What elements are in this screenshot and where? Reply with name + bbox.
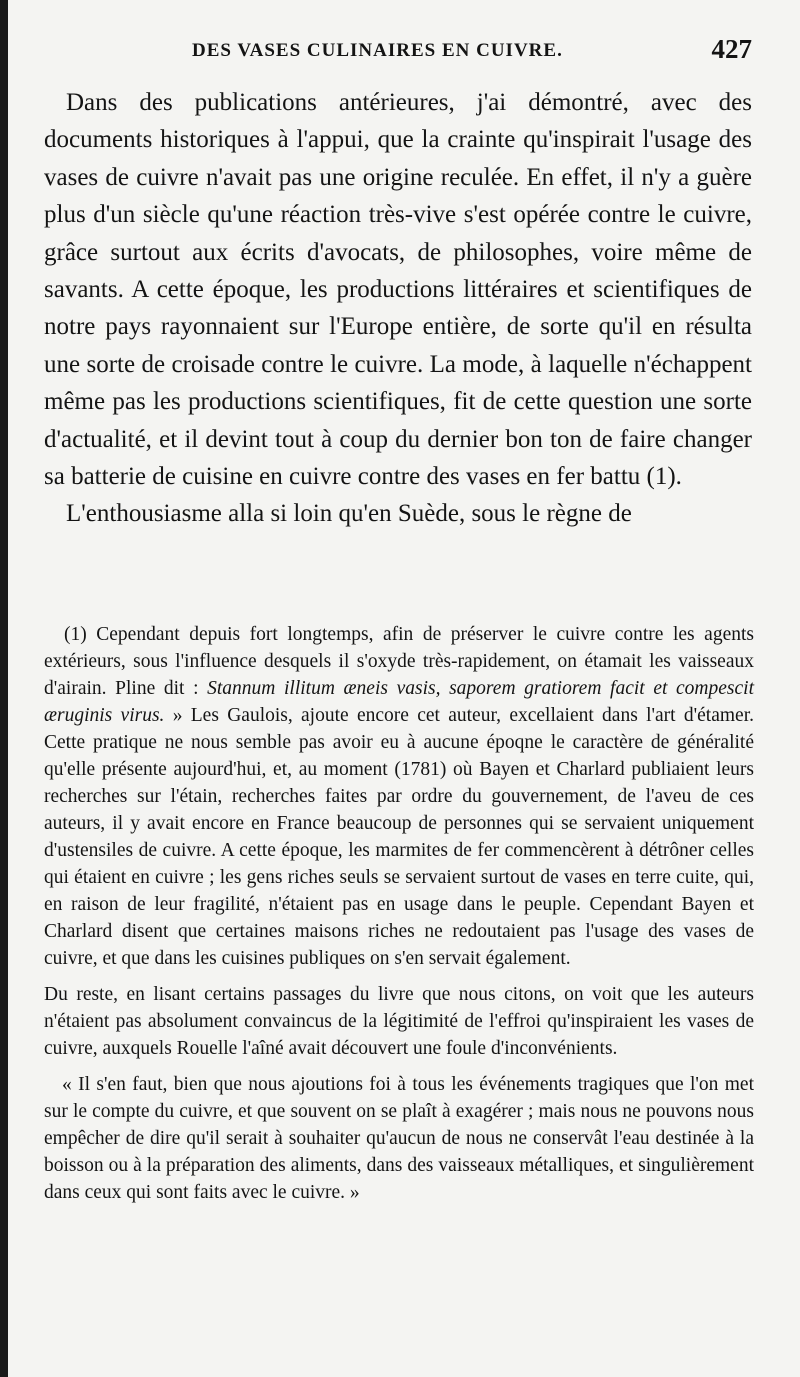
page-number: 427 [711, 34, 752, 64]
footnote-lead: (1) Cependant depuis fort longtemps, afin de préserver le cuivre contre les agents extérieurs, sous l'influence desquels il s'oxyde très-rapidement, on étamait les vaisseaux d'airain. Pline dit : [44, 624, 754, 699]
footnote-latin-quote: Stannum illitum æneis vasis, saporem gratiorem facit et compescit æruginis virus. [44, 678, 754, 726]
body-paragraph-1: Dans des publications antérieures, j'ai démontré, avec des documents historiques à l'appui, que la crainte qu'inspirait l'usage des vases de cuivre n'avait pas une origine reculée. En effet, il n'y a guère plus d'un siècle qu'une réaction très-vive s'est opérée contre le cuivre, grâce surtout aux écrits d'avocats, de philosophes, voire même de savants. A cette époque, les productions littéraires et scientifiques de notre pays rayonnaient sur l'Europe entière, de sorte qu'il en résulta une sorte de croisade contre le cuivre. La mode, à laquelle n'échappent même pas les productions scientifiques, fit de cette question une sorte d'actualité, et il devint tout à coup du dernier bon ton de faire changer sa batterie de cuisine en cuivre contre des vases en fer battu (1). [44, 89, 752, 491]
footnote-rest: » Les Gaulois, ajoute encore cet auteur, excellaient dans l'art d'étamer. Cette pratique ne nous semble pas avoir eu à aucune époqne le caractère de généralité qu'elle présente aujourd'hui, et, au moment (1781) où Bayen et Charlard publiaient leurs recherches sur l'étain, recherches faites par ordre du gouvernement, de l'aveu de ces auteurs, il y avait encore en France beaucoup de personnes qui se servaient uniquement d'ustensiles de cuivre. A cette époque, les marmites de fer commencèrent à détrôner celles qui étaient en cuivre ; les gens riches seuls se servaient surtout de vases en terre cuite, qui, en raison de leur fragilité, n'étaient pas en usage dans le peuple. Cependant Bayen et Charlard disent que certaines maisons riches ne redoutaient pas l'usage des vases de cuivre, et que dans les cuisines publiques on s'en servait également. [44, 705, 754, 969]
footnote-paragraph-3: « Il s'en faut, bien que nous ajoutions foi à tous les événements tragiques que l'on met sur le compte du cuivre, et que souvent on se plaît à exagérer ; mais nous ne pouvons nous empêcher de dire qu'il serait à souhaiter qu'aucun de nous ne conservât l'eau destinée à la boisson ou à la préparation des aliments, dans des vaisseaux métalliques, et singulièrement dans ceux qui sont faits avec le cuivre. » [44, 1074, 754, 1203]
running-title: DES VASES CULINAIRES EN CUIVRE. [192, 40, 563, 61]
main-text [44, 84, 752, 533]
footnote-paragraph-2: Du reste, en lisant certains passages du livre que nous citons, on voit que les auteurs n'étaient pas absolument convaincus de la légitimité de l'effroi qu'inspiraient les vases de cuivre, auxquels Rouelle l'aîné avait découvert une foule d'inconvénients. [44, 984, 754, 1059]
page-header [40, 34, 752, 74]
body-paragraph-2: L'enthousiasme alla si loin qu'en Suède, sous le règne de [66, 500, 632, 528]
footnote-paragraph-1 [44, 621, 754, 972]
footnote-block [44, 621, 754, 1206]
